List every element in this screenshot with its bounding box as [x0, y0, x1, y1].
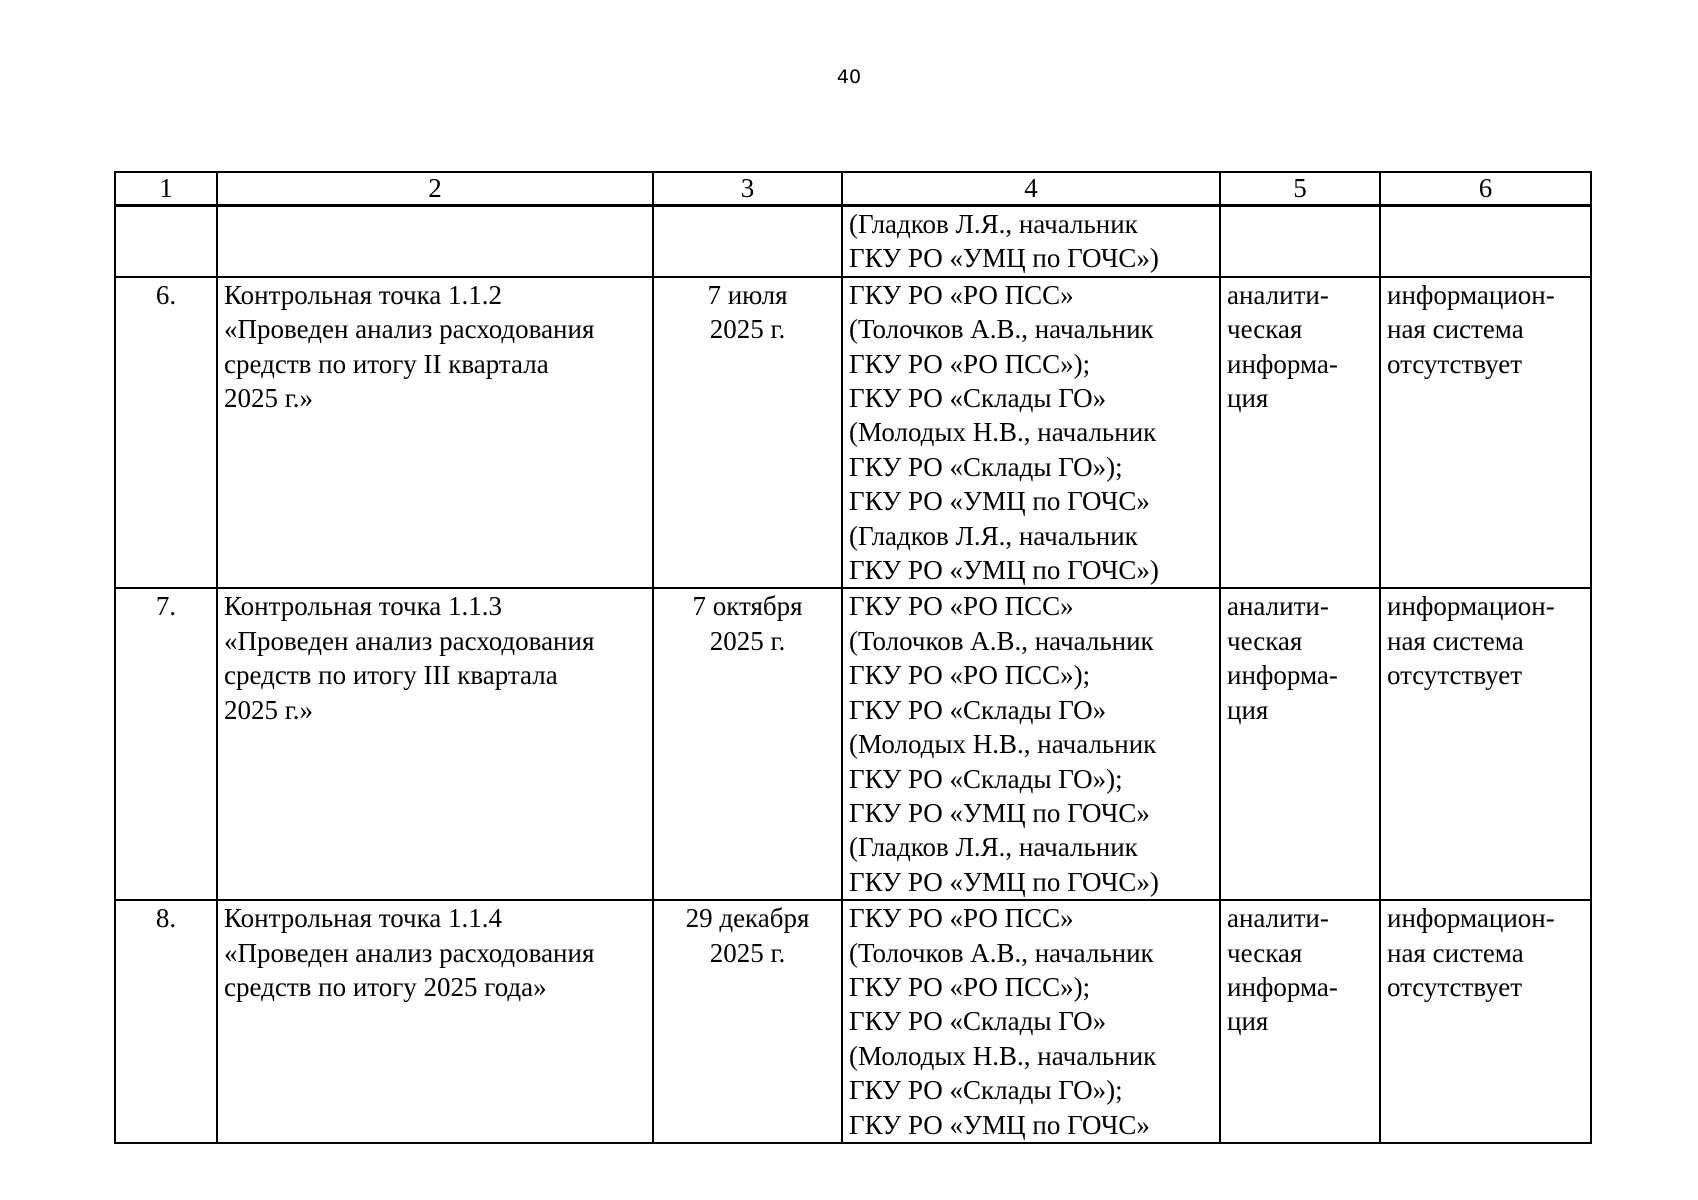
- description-cell: Контрольная точка 1.1.3 «Проведен анализ расходования средств по итогу III квартала 2025 г.»: [217, 588, 653, 900]
- row-number-cell: 7.: [115, 588, 217, 900]
- column-header: 3: [653, 172, 842, 206]
- row-number-cell: 6.: [115, 277, 217, 589]
- row-number-cell: 8.: [115, 900, 217, 1143]
- executor-cell: ГКУ РО «РО ПСС» (Толочков А.В., начальник ГКУ РО «РО ПСС»); ГКУ РО «Склады ГО» (Молодых Н.В., начальник ГКУ РО «Склады ГО»); ГКУ РО «УМЦ по ГОЧС»: [842, 900, 1220, 1143]
- row-number-cell: [115, 206, 217, 277]
- description-cell: Контрольная точка 1.1.2 «Проведен анализ расходования средств по итогу II квартала 2025 г.»: [217, 277, 653, 589]
- table-header-row: [115, 172, 1591, 206]
- description-cell: Контрольная точка 1.1.4 «Проведен анализ расходования средств по итогу 2025 года»: [217, 900, 653, 1143]
- table-row: [115, 900, 1591, 1143]
- column-header: 2: [217, 172, 653, 206]
- table-row: [115, 588, 1591, 900]
- column-header: 4: [842, 172, 1220, 206]
- column-header: 6: [1380, 172, 1591, 206]
- info-system-cell: [1380, 206, 1591, 277]
- column-header: 5: [1220, 172, 1380, 206]
- executor-cell: (Гладков Л.Я., начальник ГКУ РО «УМЦ по ГОЧС»): [842, 206, 1220, 277]
- control-points-table: [114, 171, 1592, 1144]
- document-type-cell: аналити- ческая информа- ция: [1220, 900, 1380, 1143]
- description-cell: [217, 206, 653, 277]
- date-cell: [653, 206, 842, 277]
- executor-cell: ГКУ РО «РО ПСС» (Толочков А.В., начальник ГКУ РО «РО ПСС»); ГКУ РО «Склады ГО» (Молодых Н.В., начальник ГКУ РО «Склады ГО»); ГКУ РО «УМЦ по ГОЧС» (Гладков Л.Я., начальник ГКУ РО «УМЦ по ГОЧС»): [842, 277, 1220, 589]
- column-header: 1: [115, 172, 217, 206]
- info-system-cell: информацион- ная система отсутствует: [1380, 900, 1591, 1143]
- document-type-cell: аналити- ческая информа- ция: [1220, 277, 1380, 589]
- date-cell: 7 июля 2025 г.: [653, 277, 842, 589]
- table-row: [115, 206, 1591, 277]
- date-cell: 7 октября 2025 г.: [653, 588, 842, 900]
- executor-cell: ГКУ РО «РО ПСС» (Толочков А.В., начальник ГКУ РО «РО ПСС»); ГКУ РО «Склады ГО» (Молодых Н.В., начальник ГКУ РО «Склады ГО»); ГКУ РО «УМЦ по ГОЧС» (Гладков Л.Я., начальник ГКУ РО «УМЦ по ГОЧС»): [842, 588, 1220, 900]
- document-type-cell: [1220, 206, 1380, 277]
- document-type-cell: аналити- ческая информа- ция: [1220, 588, 1380, 900]
- info-system-cell: информацион- ная система отсутствует: [1380, 277, 1591, 589]
- page-number: 40: [836, 66, 862, 88]
- table-row: [115, 277, 1591, 589]
- info-system-cell: информацион- ная система отсутствует: [1380, 588, 1591, 900]
- date-cell: 29 декабря 2025 г.: [653, 900, 842, 1143]
